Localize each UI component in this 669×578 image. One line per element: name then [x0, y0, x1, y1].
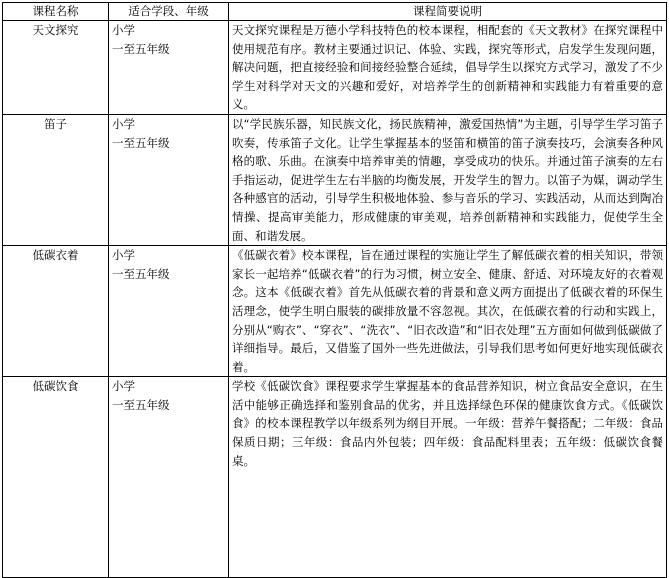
table-row	[3, 114, 667, 245]
table-header-row	[3, 3, 667, 21]
grade-level: 小学	[112, 116, 135, 131]
header-description: 课程简要说明	[229, 3, 667, 21]
grade-level: 小学	[112, 248, 135, 263]
table-row	[3, 21, 667, 115]
course-name-cell: 天文探究	[3, 21, 109, 115]
course-name-cell: 低碳饮食	[3, 377, 109, 578]
grade-range: 一至五年级	[112, 266, 170, 281]
table-row	[3, 246, 667, 377]
grade-cell	[109, 377, 229, 578]
grade-range: 一至五年级	[112, 135, 170, 150]
description-cell: 以“学民族乐器，知民族文化，扬民族精神，激爱国热情”为主题，引导学生学习笛子吹奏，传承笛子文化。让学生掌握基本的竖笛和横笛的笛子演奏技巧，会演奏各种风格的歌、乐曲。在演奏中培养审美的情趣，享受成功的快乐。并通过笛子演奏的左右手指运动，促进学生左右半脑的均衡发展，开发学生的智力。以笛子为媒，调动学生各种感官的活动，引导学生积极地体验、参与音乐的学习、实践活动，从而达到陶冶情操、提高审美能力，形成健康的审美观，培养创新精神和实践能力，促使学生全面、和谐发展。	[229, 114, 667, 245]
course-name-cell: 笛子	[3, 114, 109, 245]
description-cell: 《低碳衣着》校本课程，旨在通过课程的实施让学生了解低碳衣着的相关知识，带领家长一起培养“低碳衣着”的行为习惯，树立安全、健康、舒适、对环境友好的衣着观念。这本《低碳衣着》首先从低碳衣着的背景和意义两方面提出了低碳衣着的环保生活理念，使学生明白服装的碳排放量不容忽视。其次，在低碳衣着的行动和实践上，分别从“购衣”、“穿衣”、“洗衣”、“旧衣改造”和“旧衣处理”五方面如何做到低碳做了详细指导。最后，又借鉴了国外一些先进做法，引导我们思考如何更好地实现低碳衣着。	[229, 246, 667, 377]
grade-cell	[109, 246, 229, 377]
course-name-cell: 低碳衣着	[3, 246, 109, 377]
grade-level: 小学	[112, 379, 135, 394]
grade-cell	[109, 21, 229, 115]
grade-range: 一至五年级	[112, 41, 170, 56]
header-course-name: 课程名称	[3, 3, 109, 21]
description-cell: 天文探究课程是万德小学科技特色的校本课程，相配套的《天文教材》在探究课程中使用规范有序。教材主要通过识记、体验、实践，探究等形式，启发学生发现问题，解决问题，把直接经验和间接经验整合延续，倡导学生以探究方式学习，激发了不少学生对科学对天文的兴趣和爱好，对培养学生的创新精神和实践能力有着重要的意义。	[229, 21, 667, 115]
description-cell: 学校《低碳饮食》课程要求学生掌握基本的食品营养知识，树立食品安全意识，在生活中能够正确选择和鉴别食品的优劣，并且选择绿色环保的健康饮食方式。《低碳饮食》的校本课程教学以年级系列为纲目开展。一年级：营养午餐搭配；二年级：食品保质日期；三年级：食品内外包装；四年级：食品配料里表；五年级：低碳饮食餐桌。	[229, 377, 667, 578]
table-row	[3, 377, 667, 578]
course-table	[2, 2, 667, 578]
grade-range: 一至五年级	[112, 397, 170, 412]
grade-level: 小学	[112, 23, 135, 37]
grade-cell	[109, 114, 229, 245]
header-grade: 适合学段、年级	[109, 3, 229, 21]
